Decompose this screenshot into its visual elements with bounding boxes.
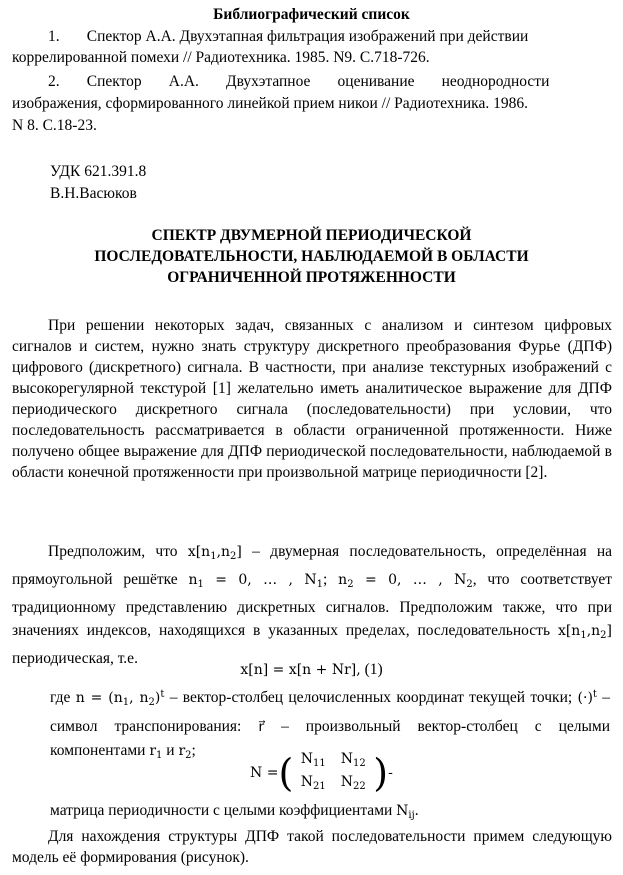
bib-item-2-line2: изображения, сформированного линейкой прием никои // Радиотехника. 1986. (12, 95, 528, 112)
bib-item-1-line2: коррелированной помехи // Радиотехника. 1985. N9. C.718-726. (12, 49, 430, 66)
equation-1-number: (1) (364, 661, 383, 678)
sequence-symbol: $x[n_1,n_2]$ (187, 544, 242, 562)
paragraph-model: Для нахождения структуры ДПФ такой последовательности примем следующую модель её формирования (рисунок). (12, 828, 612, 866)
matrix-n21: $N_{21}$ (300, 774, 326, 792)
p2-text-a: Предположим, что (48, 543, 178, 560)
range-n1: $n_1 = 0$, … , $N_1$ (188, 572, 324, 590)
title-line-2: ПОСЛЕДОВАТЕЛЬНОСТИ, НАБЛЮДАЕМОЙ В ОБЛАСТИ (94, 248, 529, 265)
p2-text-d: периодическая, т.е. (12, 650, 138, 667)
p2-text-b: – двумерная последовательность, определённая на прямоугольной решётке (12, 543, 613, 588)
title-line-1: СПЕКТР ДВУМЕРНОЙ ПЕРИОДИЧЕСКОЙ (151, 227, 472, 244)
matrix-entries (293, 750, 373, 796)
coeff-nij: $N_{ij}$ (396, 803, 415, 821)
article-title (0, 225, 623, 288)
component-r1: $r_1$ (149, 743, 163, 761)
paragraph-definitions: где $n = (n_1$, $n_2)^t$ – вектор-столбец целочисленных координат текущей точки; $(\cdot)^t$ – символ транспонирования: r⃗ – произвольный вектор-столбец с целыми компонентами $r_1$ и $r_2$; (50, 689, 611, 761)
udk-code: УДК 621.391.8 (50, 163, 147, 180)
equation-1 (0, 659, 623, 681)
paragraph-assumption: Предположим, что $x[n_1,n_2]$ – двумерная последовательность, определённая на прямоугольной решётке $n_1 = 0$, … , $N_1$; $n_2 = 0$, … , $N_2$, что соответствует традиционному представлению дискретных сигналов. Предположим также, что при значениях индексов, находящихся в указанных пределах, последовательность $x[n_1,n_2]$ периодическая, т.е. (12, 543, 613, 667)
matrix-lhs: N = (250, 764, 279, 781)
periodicity-matrix (250, 752, 393, 794)
bibliography-heading: Библиографический список (213, 6, 410, 23)
bib-item-2-line1: 2. Спектор А.А. Двухэтапное оценивание неоднородности (48, 73, 550, 90)
paragraph-matrix-desc: матрица периодичности с целыми коэффициентами $N_{ij}$. (50, 802, 419, 821)
title-line-3: ОГРАНИЧЕННОЙ ПРОТЯЖЕННОСТИ (167, 269, 456, 286)
bib-item-1-line1: 1. Спектор А.А. Двухэтапная фильтрация изображений при действии (48, 28, 529, 45)
equation-1-body: x[n] = x[n + Nr], (240, 662, 361, 678)
vector-r: r⃗ (258, 719, 265, 735)
matrix-dash: - (388, 764, 393, 781)
matrix-left-paren: ( (278, 751, 294, 795)
component-r2: $r_2$ (178, 743, 192, 761)
author-name: В.Н.Васюков (50, 185, 137, 202)
paragraph-intro: При решении некоторых задач, связанных с анализом и синтезом цифровых сигналов и систем, нужно знать структуру дискретного преобразования Фурье (ДПФ) цифрового (дискретного) сигнала. В частности, при анализе текстурных изображений с высокорегулярной текстурой [1] желательно иметь аналитическое выражение для ДПФ периодического дискретного сигнала (последовательности) при условии, что последовательность рассматривается в области ограниченной протяженности. Ниже получено общее выражение для ДПФ периодической последовательности, наблюдаемой в области конечной протяженности при произвольной матрице периодичности [2]. (12, 317, 612, 481)
bib-item-2-line3: N 8. C.18-23. (12, 117, 97, 134)
vector-n: $n = (n_1$, $n_2)^t$ (75, 689, 165, 708)
range-n2: $n_2 = 0$, … , $N_2$ (338, 572, 473, 590)
matrix-right-paren: ) (373, 751, 389, 795)
transpose-symbol: $(\cdot)^t$ (577, 689, 597, 706)
p2-text-c: , что соответствует традиционному представлению дискретных сигналов. Предположим также, что при значениях индексов, находящихся в указанных пределах, последовательность (12, 571, 613, 639)
sequence-symbol-2: $x[n_1,n_2]$ (557, 623, 612, 641)
matrix-n12: $N_{12}$ (340, 751, 366, 769)
matrix-n11: $N_{11}$ (300, 751, 326, 769)
matrix-n22: $N_{22}$ (340, 774, 366, 792)
